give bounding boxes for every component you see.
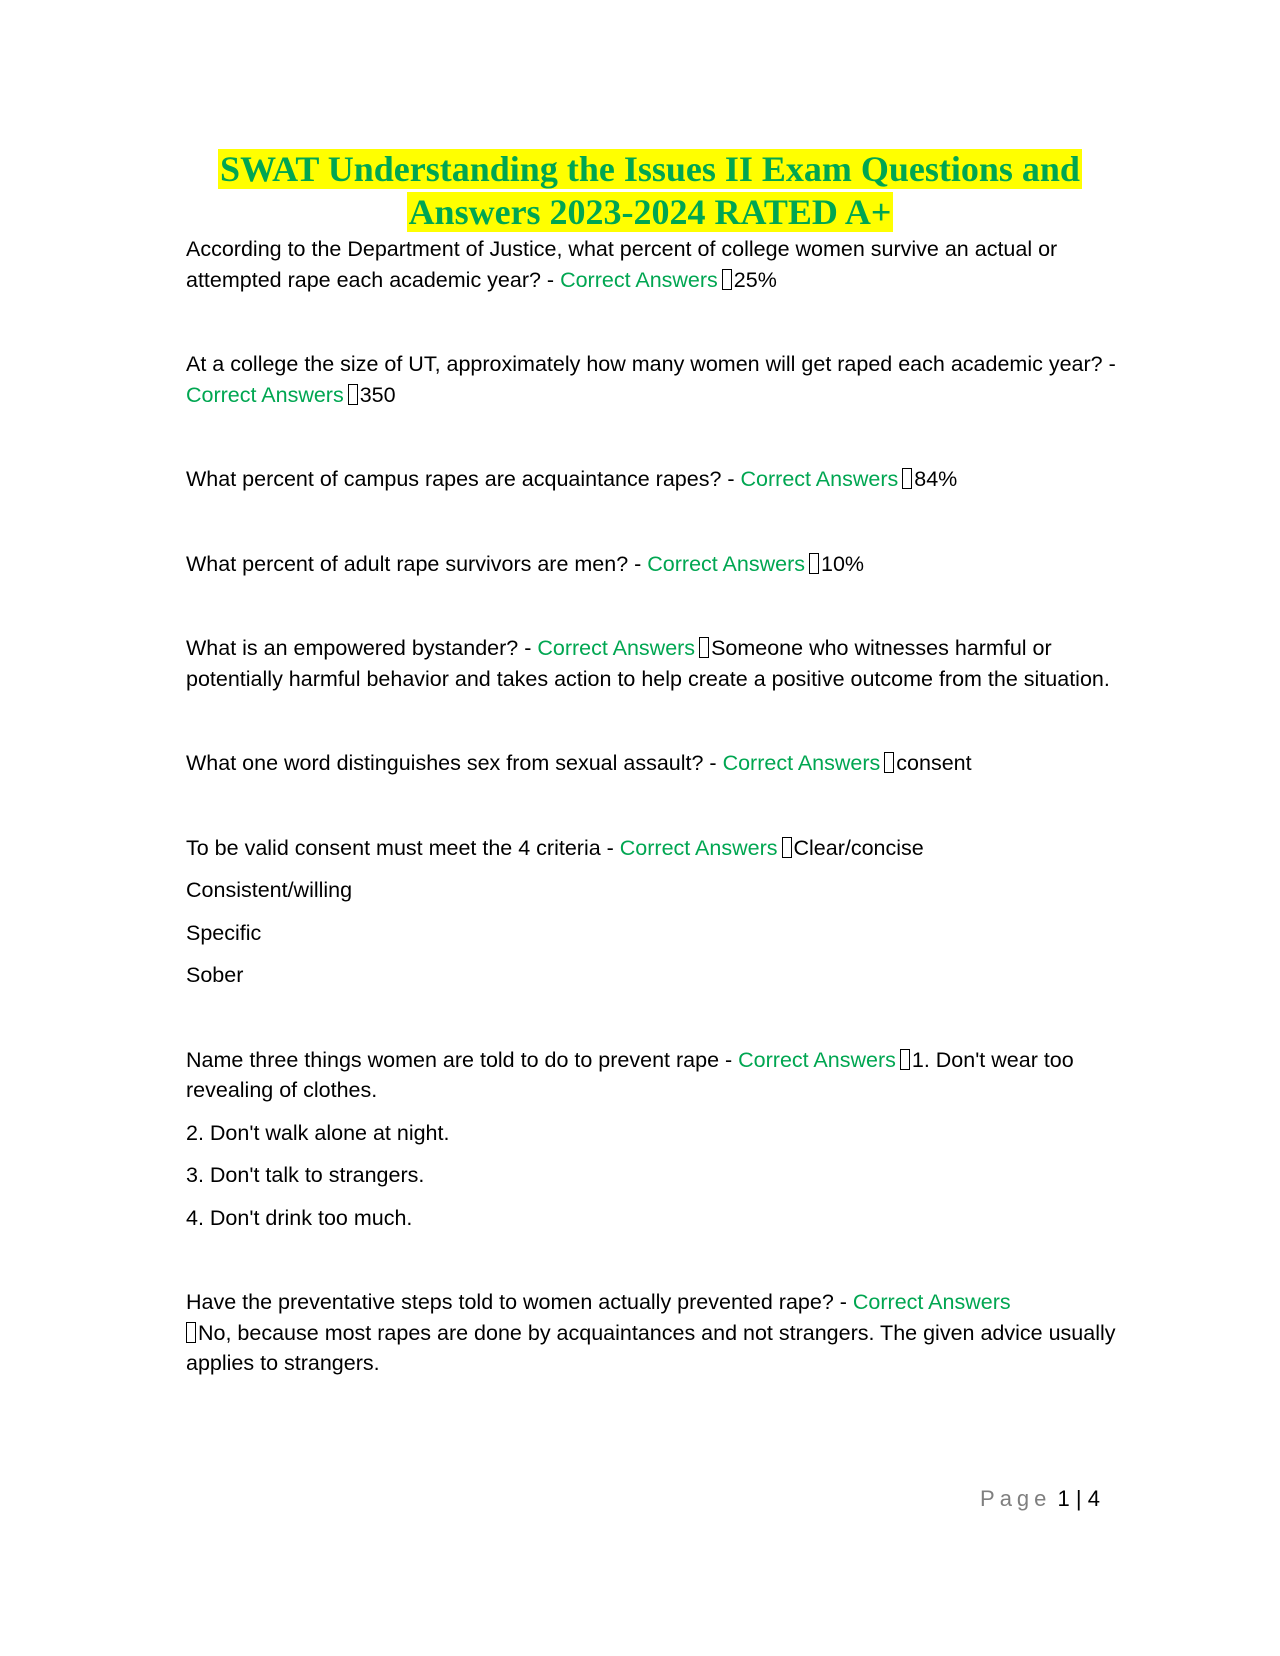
checkbox-glyph-icon bbox=[884, 752, 894, 773]
answer-line: 3. Don't talk to strangers. bbox=[186, 1163, 425, 1187]
answer-line: Specific bbox=[186, 920, 262, 945]
answer-line: 4. Don't drink too much. bbox=[186, 1205, 413, 1230]
qa-item bbox=[186, 633, 1126, 694]
answer-label: Correct Answers bbox=[740, 467, 899, 491]
answer-label: Correct Answers bbox=[647, 551, 805, 576]
page-separator: | bbox=[1075, 1486, 1082, 1511]
qa-item bbox=[186, 1045, 1126, 1234]
checkbox-glyph-icon bbox=[809, 553, 819, 574]
answer-text: No, because most rapes are done by acquaintances and not strangers. The given advice usually applies to strangers. bbox=[186, 1320, 1116, 1375]
title-line-2: Answers 2023-2024 RATED A+ bbox=[408, 192, 892, 232]
qa-item bbox=[186, 349, 1126, 410]
question-text: What percent of adult rape survivors are men? - bbox=[186, 551, 648, 576]
page-label: Page bbox=[980, 1486, 1052, 1511]
answer-label: Correct Answers bbox=[186, 382, 344, 407]
checkbox-glyph-icon bbox=[186, 1322, 196, 1343]
question-text: What percent of campus rapes are acquaintance rapes? - bbox=[186, 467, 741, 491]
answer-text: 1. Don't wear too revealing of clothes. bbox=[186, 1047, 1074, 1102]
answer-label: Correct Answers bbox=[852, 1290, 1011, 1314]
qa-item bbox=[186, 549, 1126, 580]
answer-label: Correct Answers bbox=[619, 835, 778, 860]
answer-label: Correct Answers bbox=[537, 636, 696, 660]
checkbox-glyph-icon bbox=[902, 468, 912, 489]
document-title bbox=[160, 148, 1140, 234]
page-total: 4 bbox=[1087, 1486, 1100, 1511]
question-text: To be valid consent must meet the 4 criteria - bbox=[186, 835, 620, 860]
answer-label: Correct Answers bbox=[738, 1047, 896, 1072]
answer-line: 2. Don't walk alone at night. bbox=[186, 1120, 450, 1145]
qa-item bbox=[186, 464, 1126, 495]
question-text: Name three things women are told to do to prevent rape - bbox=[186, 1047, 739, 1072]
answer-line: Sober bbox=[186, 963, 244, 987]
question-text: What is an empowered bystander? - bbox=[186, 636, 538, 660]
qa-item bbox=[186, 1287, 1126, 1379]
answer-text: 350 bbox=[359, 382, 396, 407]
answer-text: Someone who witnesses harmful or potentially harmful behavior and takes action to help create a positive outcome from the situation. bbox=[186, 636, 1110, 691]
title-line-1: SWAT Understanding the Issues II Exam Questions and bbox=[220, 149, 1080, 189]
page-footer bbox=[950, 1486, 1100, 1512]
answer-text: 84% bbox=[914, 467, 958, 491]
checkbox-glyph-icon bbox=[722, 269, 732, 290]
answer-text: 25% bbox=[733, 267, 777, 292]
question-text: What one word distinguishes sex from sexual assault? - bbox=[186, 751, 723, 775]
checkbox-glyph-icon bbox=[348, 384, 358, 405]
answer-text: Clear/concise bbox=[793, 835, 924, 860]
answer-text: consent bbox=[896, 751, 972, 775]
answer-label: Correct Answers bbox=[722, 751, 881, 775]
qa-item bbox=[186, 833, 1126, 991]
page-number: 1 bbox=[1057, 1486, 1070, 1511]
answer-text: 10% bbox=[820, 551, 865, 576]
qa-item bbox=[186, 748, 1126, 779]
question-text: Have the preventative steps told to women actually prevented rape? - bbox=[186, 1290, 853, 1314]
question-text: At a college the size of UT, approximately how many women will get raped each academic year? - bbox=[186, 352, 1116, 376]
answer-line: Consistent/willing bbox=[186, 878, 353, 902]
checkbox-glyph-icon bbox=[900, 1049, 910, 1070]
qa-item bbox=[186, 234, 1126, 295]
answer-label: Correct Answers bbox=[560, 267, 718, 292]
question-text: According to the Department of Justice, what percent of college women survive an actual or attempted rape each academic year? - bbox=[186, 237, 1058, 292]
checkbox-glyph-icon bbox=[699, 637, 709, 658]
qa-list bbox=[186, 234, 1126, 1433]
checkbox-glyph-icon bbox=[782, 837, 792, 858]
